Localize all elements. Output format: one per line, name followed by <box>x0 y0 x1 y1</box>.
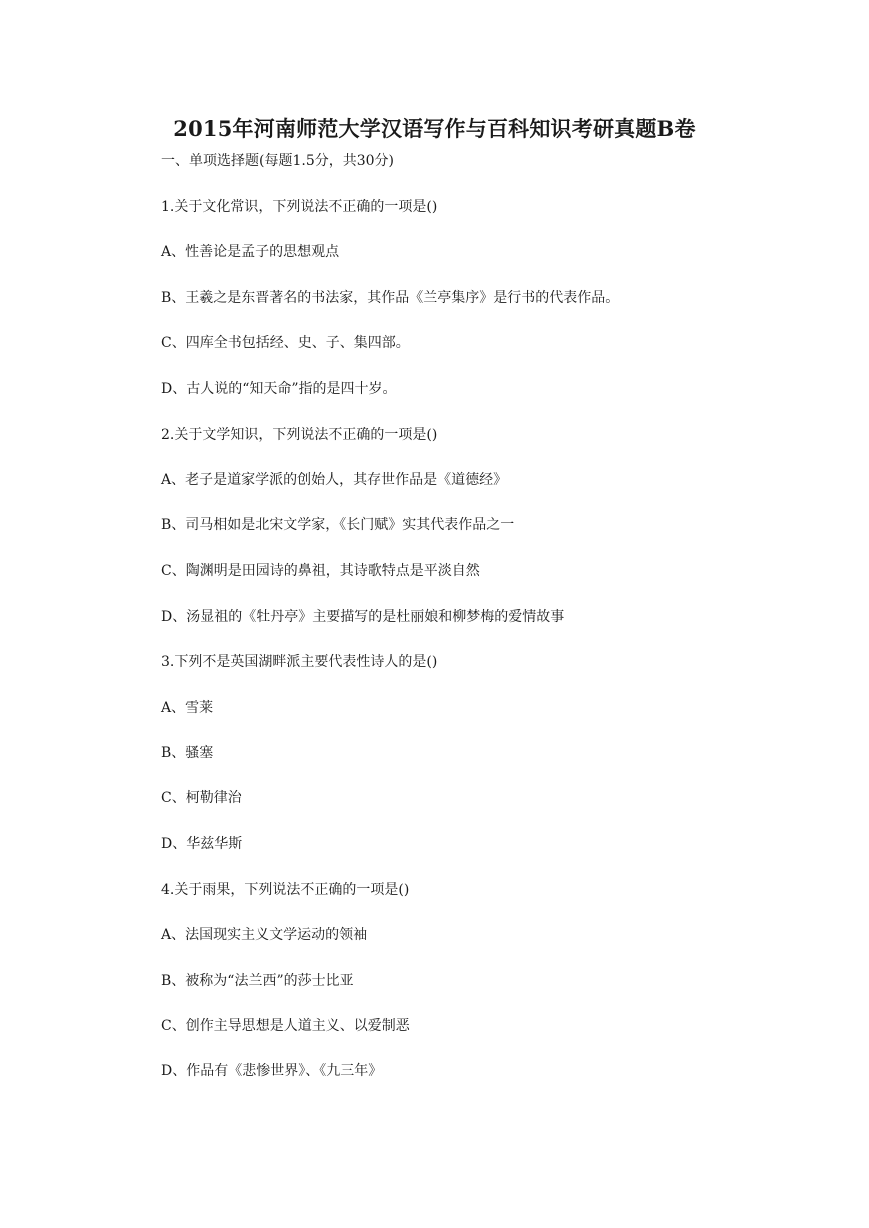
answer-option: B、骚塞 <box>161 745 214 761</box>
answer-option: D、古人说的“知天命”指的是四十岁。 <box>161 381 397 397</box>
answer-option: C、陶渊明是田园诗的鼻祖，其诗歌特点是平淡自然 <box>161 563 480 579</box>
answer-option: D、汤显祖的《牡丹亭》主要描写的是杜丽娘和柳梦梅的爱情故事 <box>161 609 565 625</box>
page-title: 2015年河南师范大学汉语写作与百科知识考研真题B卷 <box>173 116 696 141</box>
section-heading: 一、单项选择题(每题1.5分，共30分) <box>161 153 395 169</box>
answer-option: D、华兹华斯 <box>161 836 243 852</box>
question-stem: 1.关于文化常识，下列说法不正确的一项是() <box>161 199 438 215</box>
answer-option: B、被称为“法兰西”的莎士比亚 <box>161 973 354 989</box>
question-stem: 3.下列不是英国湖畔派主要代表性诗人的是() <box>161 654 438 670</box>
question-stem: 4.关于雨果，下列说法不正确的一项是() <box>161 882 410 898</box>
question-stem: 2.关于文学知识，下列说法不正确的一项是() <box>161 427 438 443</box>
answer-option: B、王羲之是东晋著名的书法家，其作品《兰亭集序》是行书的代表作品。 <box>161 290 620 306</box>
answer-option: D、作品有《悲惨世界》、《九三年》 <box>161 1063 383 1079</box>
answer-option: A、性善论是孟子的思想观点 <box>161 244 340 260</box>
answer-option: A、雪莱 <box>161 700 214 716</box>
answer-option: C、创作主导思想是人道主义、以爱制恶 <box>161 1018 410 1034</box>
answer-option: C、柯勒律治 <box>161 790 242 806</box>
answer-option: A、法国现实主义文学运动的领袖 <box>161 927 368 943</box>
answer-option: B、司马相如是北宋文学家，《长门赋》实其代表作品之一 <box>161 517 515 533</box>
answer-option: C、四库全书包括经、史、子、集四部。 <box>161 335 410 351</box>
answer-option: A、老子是道家学派的创始人，其存世作品是《道德经》 <box>161 472 508 488</box>
